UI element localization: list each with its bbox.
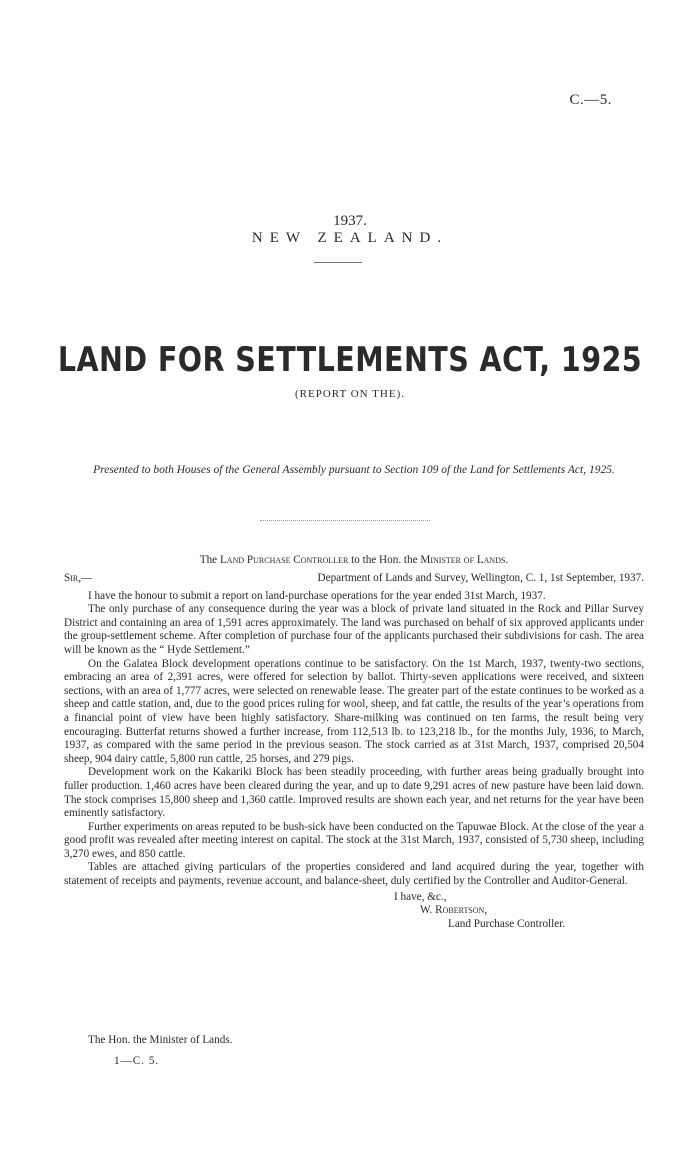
page-code: 1—C. 5. bbox=[114, 1055, 160, 1067]
paragraph-4: Development work on the Kakariki Block has been steadily proceeding, with further areas being gradually brought into fuller production. 1,460 acres have been cleared during the year, and up to date 9,291 acres of new pasture have been laid down. The stock comprises 15,800 sheep and 1,360 cattle. Improved results are shown each year, and net returns for the year have been eminently satisfactory. bbox=[64, 766, 644, 820]
document-title: LAND FOR SETTLEMENTS ACT, 1925 bbox=[57, 340, 643, 380]
header-divider bbox=[314, 262, 362, 263]
addressee: The Hon. the Minister of Lands. bbox=[88, 1034, 233, 1046]
signatory-name: W. Robertson, bbox=[420, 904, 488, 917]
letter-heading bbox=[64, 554, 644, 568]
heading-pre: The bbox=[199, 554, 220, 566]
paragraph-5: Further experiments on areas reputed to be bush-sick have been conducted on the Tapuwae Block. At the close of the year a good profit was revealed after meeting interest on capital. The stock at the 31st March, 1937, consisted of 5,730 sheep, including 3,270 ewes, and 850 cattle. bbox=[64, 820, 644, 860]
signatory-title: Land Purchase Controller. bbox=[448, 917, 566, 930]
document-year: 1937. bbox=[333, 213, 367, 229]
paragraph-6: Tables are attached giving particulars of the properties considered and land acquired during the year, together with statement of receipts and payments, revenue account, and balance-sheet, duly certified by the Controller and Auditor-General. bbox=[64, 861, 644, 888]
sender-address: Department of Lands and Survey, Wellington, C. 1, 1st September, 1937. bbox=[317, 571, 644, 584]
heading-mid: to the Hon. the bbox=[348, 554, 421, 566]
letter-body bbox=[64, 554, 644, 931]
section-divider bbox=[260, 520, 430, 521]
document-reference: C.—5. bbox=[569, 92, 612, 108]
salutation: Sir,— bbox=[64, 571, 93, 584]
paragraph-2: The only purchase of any consequence during the year was a block of private land situated in the Rock and Pillar Survey District and containing an area of 1,591 acres approximately. The land was purchased on behalf of six approved applicants under the group-settlement scheme. After completion of purchase four of the applicants purchased their subdivisions for cash. The area will be known as the “ Hyde Settlement.” bbox=[64, 603, 644, 656]
paragraph-3: On the Galatea Block development operations continue to be satisfactory. On the 1st March, 1937, twenty-two sections, embracing an area of 2,391 acres, were offered for selection by ballot. Thirty-seven applications were received, and sixteen sections, with an area of 1,777 acres, were selected on renewable lease. The greater part of the estate continues to be worked as a sheep and cattle station, and, due to the good prices ruling for wool, sheep, and fat cattle, the results of the year’s operations from a financial point of view have been highly satisfactory. Share-milking was continued on ten farms, the result being very encouraging. Butterfat returns showed a further increase, from 112,513 lb. to 123,218 lb., for the months July, 1936, to March, 1937, as compared with the same period in the previous season. The stock carried as at 31st March, 1937, comprised 20,504 sheep, 904 dairy cattle, 5,800 run cattle, 25 horses, and 279 pigs. bbox=[64, 657, 644, 765]
heading-from: Land Purchase Controller bbox=[219, 554, 349, 566]
salutation-row bbox=[64, 572, 644, 590]
closing: I have, &c., bbox=[394, 890, 447, 903]
country-heading: NEW ZEALAND. bbox=[251, 230, 449, 246]
document-subtitle: (REPORT ON THE). bbox=[295, 388, 405, 400]
heading-to: Minister of Lands bbox=[420, 554, 506, 566]
heading-end: . bbox=[505, 554, 509, 566]
presentation-note: Presented to both Houses of the General Assembly pursuant to Section 109 of the Land for Settlements Act, 1925. bbox=[93, 464, 615, 476]
paragraph-1: I have the honour to submit a report on land-purchase operations for the year ended 31st March, 1937. bbox=[88, 589, 546, 602]
